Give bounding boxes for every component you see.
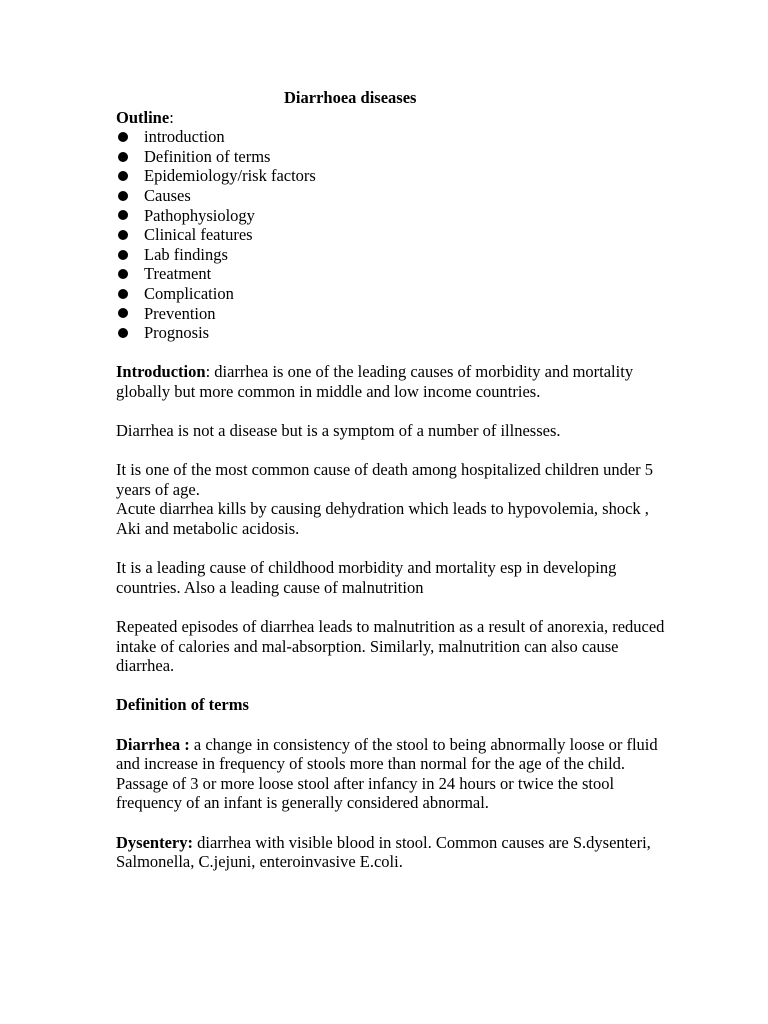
outline-item-label: Causes — [144, 185, 191, 205]
outline-item — [116, 304, 676, 324]
outline-item-label: Complication — [144, 283, 234, 303]
outline-item — [116, 323, 676, 343]
acute-diarrhea-paragraph: Acute diarrhea kills by causing dehydration which leads to hypovolemia, shock , Aki and metabolic acidosis. — [116, 499, 649, 539]
outline-item-label: Lab findings — [144, 244, 228, 264]
diarrhea-definition-text: a change in consistency of the stool to being abnormally loose or fluid and increase in frequency of stools more than normal for the age of the child. — [116, 734, 658, 774]
dysentery-term: Dysentery: — [116, 832, 193, 852]
outline-heading — [116, 108, 676, 128]
outline-item-label: Prognosis — [144, 323, 210, 343]
bullet-icon — [118, 191, 128, 201]
diarrhea-passage-paragraph: Passage of 3 or more loose stool after infancy in 24 hours or twice the stool frequency of an infant is generally considered abnormal. — [116, 773, 615, 813]
bullet-icon — [118, 308, 128, 318]
bullet-icon — [118, 269, 128, 279]
diarrhea-term: Diarrhea : — [116, 734, 190, 754]
outline-label: Outline — [116, 107, 170, 127]
spacer — [116, 597, 676, 617]
spacer — [116, 402, 676, 422]
outline-item-label: Definition of terms — [144, 146, 271, 166]
bullet-icon — [118, 328, 128, 338]
spacer — [116, 343, 676, 363]
outline-item — [116, 284, 676, 304]
spacer — [116, 441, 676, 461]
introduction-text: : diarrhea is one of the leading causes of morbidity and mortality globally but more common in middle and low income countries. — [116, 362, 634, 401]
dysentery-definition-text: diarrhea with visible blood in stool. Common causes are S.dysenteri, Salmonella, C.jejuni, enteroinvasive E.coli. — [116, 832, 651, 872]
outline-item — [116, 245, 676, 265]
outline-item — [116, 147, 676, 167]
outline-item — [116, 127, 676, 147]
outline-item — [116, 264, 676, 284]
outline-item — [116, 166, 676, 186]
outline-item-label: Clinical features — [144, 225, 253, 245]
bullet-icon — [118, 230, 128, 240]
outline-item-label: introduction — [144, 127, 225, 147]
bullet-icon — [118, 171, 128, 181]
diarrhea-definition — [116, 735, 676, 774]
spacer — [116, 676, 676, 696]
bullet-icon — [118, 132, 128, 142]
bullet-icon — [118, 152, 128, 162]
document-body — [116, 88, 676, 872]
symptom-paragraph: Diarrhea is not a disease but is a symptom of a number of illnesses. — [116, 421, 561, 441]
malnutrition-paragraph: Repeated episodes of diarrhea leads to malnutrition as a result of anorexia, reduced intake of calories and mal-absorption. Similarly, malnutrition can also cause diarrhea. — [116, 617, 665, 676]
introduction-label: Introduction — [116, 362, 206, 382]
outline-item-label: Pathophysiology — [144, 205, 255, 225]
document-title: Diarrhoea diseases — [284, 88, 417, 107]
outline-item — [116, 186, 676, 206]
bullet-icon — [118, 289, 128, 299]
outline-list — [116, 127, 676, 343]
outline-item — [116, 206, 676, 226]
spacer — [116, 715, 676, 735]
outline-item — [116, 225, 676, 245]
spacer — [116, 813, 676, 833]
childhood-morbidity-paragraph: It is a leading cause of childhood morbidity and mortality esp in developing countries. Also a leading cause of malnutrition — [116, 558, 617, 597]
death-cause-paragraph: It is one of the most common cause of death among hospitalized children under 5 years of age. — [116, 460, 654, 499]
outline-item-label: Prevention — [144, 303, 216, 323]
bullet-icon — [118, 210, 128, 220]
introduction-paragraph — [116, 362, 676, 401]
spacer — [116, 539, 676, 559]
definitions-heading-text: Definition of terms — [116, 695, 249, 715]
outline-colon: : — [169, 107, 174, 127]
dysentery-definition — [116, 833, 676, 872]
outline-item-label: Epidemiology/risk factors — [144, 166, 316, 186]
definitions-heading — [116, 695, 676, 715]
bullet-icon — [118, 250, 128, 260]
outline-item-label: Treatment — [144, 264, 212, 284]
